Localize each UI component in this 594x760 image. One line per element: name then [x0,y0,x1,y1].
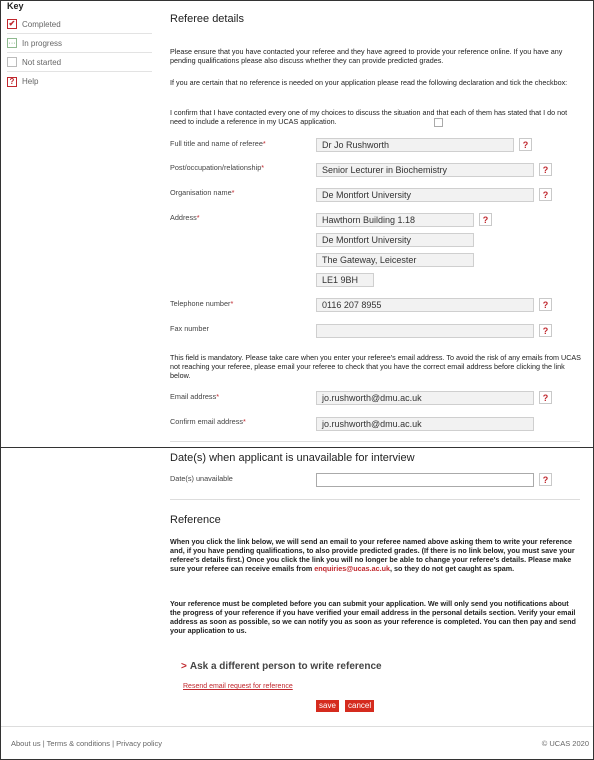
save-button[interactable]: save [316,700,339,712]
fax-label: Fax number [170,324,209,333]
terms-link[interactable]: Terms & conditions [46,739,110,748]
empty-box-icon [7,57,17,67]
divider [170,499,580,500]
email-label: Email address* [170,392,220,401]
about-link[interactable]: About us [11,739,41,748]
divider [170,441,580,442]
ask-different-person-link[interactable]: > Ask a different person to write reference [181,661,382,672]
privacy-link[interactable]: Privacy policy [116,739,162,748]
organisation-input[interactable]: De Montfort University [316,188,534,202]
telephone-label: Telephone number* [170,299,234,308]
post-input[interactable]: Senior Lecturer in Biochemistry [316,163,534,177]
help-icon[interactable]: ? [539,298,552,311]
resend-email-link[interactable]: Resend email request for reference [183,683,293,690]
fax-input[interactable] [316,324,534,338]
post-label: Post/occupation/relationship* [170,163,265,172]
dates-unavailable-input[interactable] [316,473,534,487]
key-title: Key [7,1,24,11]
referee-details-title: Referee details [170,13,244,25]
reference-title: Reference [170,514,221,526]
address-line-2-input[interactable]: De Montfort University [316,233,474,247]
postcode-input[interactable]: LE1 9BH [316,273,374,287]
help-icon[interactable]: ? [539,391,552,404]
address-line-3-input[interactable]: The Gateway, Leicester [316,253,474,267]
declaration-checkbox[interactable] [434,118,443,127]
telephone-input[interactable]: 0116 207 8955 [316,298,534,312]
no-reference-paragraph: If you are certain that no reference is needed on your application please read the following declaration and tick the checkbox: [170,78,568,87]
footer-links: About us | Terms & conditions | Privacy policy [11,739,162,748]
dots-icon: ··· [8,39,16,47]
declaration-text: I confirm that I have contacted every one of my choices to discuss the situation and that each of them has stated that I do not need to include a reference in my UCAS application. [170,108,568,126]
reference-paragraph-2: Your reference must be completed before you can submit your application. We will only send you notifications about the progress of your reference if you have verified your email address in the personal details section. Verify your email address as soon as possible, so we can notify you as soon as your reference is completed. You can then pay and send your application to us. [170,599,576,635]
chevron-right-icon: > [181,661,187,672]
cancel-button[interactable]: cancel [345,700,374,712]
interview-title: Date(s) when applicant is unavailable for interview [170,452,415,464]
reference-panel [0,447,594,760]
key-label: Completed [22,19,61,29]
email-input[interactable]: jo.rushworth@dmu.ac.uk [316,391,534,405]
address-label: Address* [170,213,200,222]
reference-paragraph-1: When you click the link below, we will send an email to your referee named above asking them to write your reference and, if you have pending qualifications, to also provide predicted grades. (If there is no link below, you must save your referee's details first.) Once you click the link you will no longer be able to change your referee's details. Please make sure your referee can receive emails from enquiries@ucas.ac.uk, so they do not get caught as spam. [170,537,575,573]
help-icon[interactable]: ? [539,473,552,486]
key-label: Help [22,77,39,86]
key-item-help [7,72,152,91]
enquiries-email-link[interactable]: enquiries@ucas.ac.uk [314,564,390,573]
footer-divider [1,726,594,727]
key-item-in-progress [7,34,152,53]
key-label: Not started [22,57,62,67]
help-icon[interactable]: ? [519,138,532,151]
help-icon[interactable]: ? [479,213,492,226]
key-label: In progress [22,38,63,48]
intro-paragraph: Please ensure that you have contacted your referee and they have agreed to provide your reference online. If you have any pending qualifications please also discuss whether they can provide predicted grades. [170,47,563,65]
email-warning-text: This field is mandatory. Please take care when you enter your referee's email address. To avoid the risk of any emails from UCAS not reaching your referee, please email your referee to check that you have the correct email address before clicking the link below. [170,353,581,380]
confirm-email-input[interactable]: jo.rushworth@dmu.ac.uk [316,417,534,431]
address-line-1-input[interactable]: Hawthorn Building 1.18 [316,213,474,227]
referee-name-input[interactable]: Dr Jo Rushworth [316,138,514,152]
copyright: © UCAS 2020 [541,739,589,748]
help-icon: ? [7,77,17,87]
help-icon[interactable]: ? [539,163,552,176]
help-icon[interactable]: ? [539,324,552,337]
organisation-label: Organisation name* [170,188,235,197]
key-item-not-started [7,53,152,72]
confirm-email-label: Confirm email address* [170,417,246,426]
dates-unavailable-label: Date(s) unavailable [170,474,233,483]
referee-name-label: Full title and name of referee* [170,139,266,148]
key-item-completed [7,15,152,34]
check-icon: ✔ [8,19,16,28]
help-icon[interactable]: ? [539,188,552,201]
